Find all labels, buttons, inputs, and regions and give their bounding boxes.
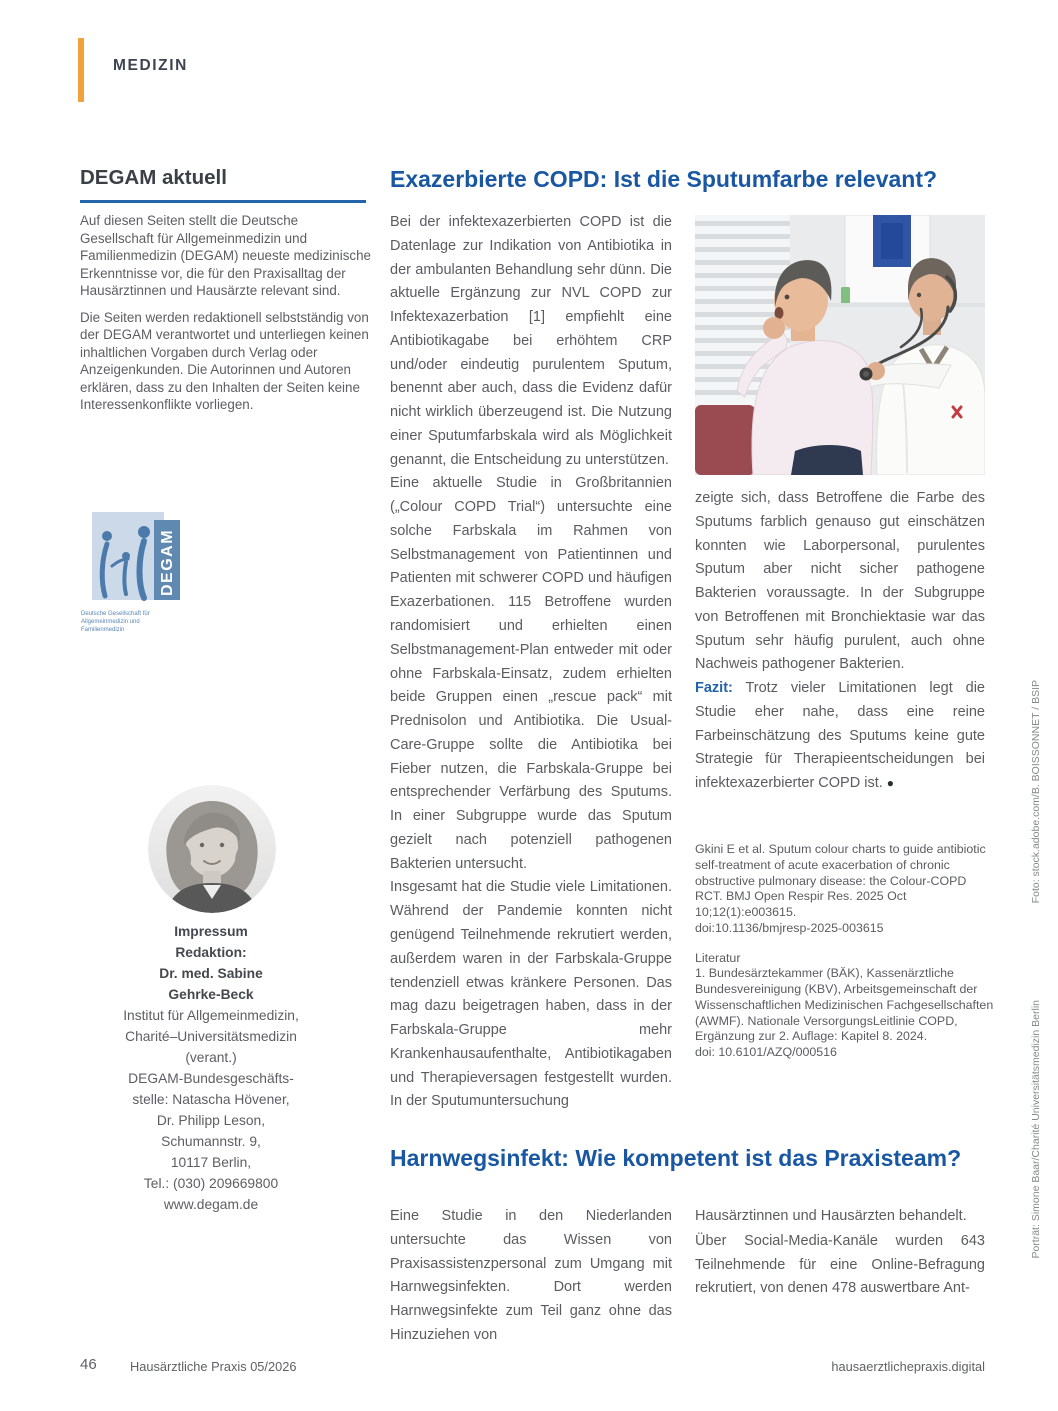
literatur-reference: 1. Bundesärztekammer (BÄK), Kassenärztliche Bundesvereinigung (KBV), Arbeitsgemeinschaft der Wissenschaftlichen Medizinischen Fachgesellschaften (AWMF). Nationale VersorgungsLeitlinie COPD, Ergänzung zur 2. Auflage: Kapitel 8. 2024. — [695, 966, 994, 1044]
literatur-doi: doi: 10.6101/AZQ/000516 — [695, 1045, 837, 1059]
degam-logo-caption: Deutsche Gesellschaft für Allgemeinmedizin und Familienmedizin — [81, 611, 150, 634]
section-label: MEDIZIN — [113, 57, 188, 74]
article1-paragraph: Insgesamt hat die Studie viele Limitationen. Während der Pandemie konnten nicht genügend Teilnehmende rekrutiert werden, außerdem waren in der Farbskala-Gruppe tendenziell etwas kränkere Personen. Das mag dazu beigetragen haben, dass in der Farbskala-Gruppe mehr Krankenhausaufenthalte, Antibiotikagaben und Therapieversagen festgestellt wurden. In der Sputumuntersuchung — [390, 879, 672, 1110]
impressum: Impressum Redaktion: Dr. med. Sabine Gehrke-Beck Institut für Allgemeinmedizin, Charité–Universitätsmedizin (verant.) DEGAM-Bundesgeschäfts- stelle: Natascha Hövener, Dr. Philipp Leson, Schumannstr. 9, 10117 Berlin, Tel.: (030) 209669800 www.degam.de — [60, 922, 362, 1216]
study-doi: doi:10.1136/bmjresp-2025-003615 — [695, 920, 884, 935]
study-citation: Gkini E et al. Sputum colour charts to guide antibiotic self-treatment of acute exacerbation of chronic obstructive pulmonary disease: the Colour-COPD RCT. BMJ Open Respir Res. 2025 Oct 10;12(1):e003615. — [695, 842, 986, 919]
impressum-phone: Tel.: (030) 209669800 — [143, 1175, 279, 1191]
author-portrait — [148, 785, 276, 913]
literatur-heading: Literatur — [695, 950, 741, 965]
article1-fazit — [695, 677, 985, 796]
photo-credit: Foto: stock.adobe.com/B. BOISSONNET / BSIP — [1030, 680, 1042, 904]
fazit-label: Fazit: — [695, 680, 733, 697]
doctor-patient-illustration — [695, 215, 985, 475]
article1-paragraph: Bei der infektexazerbierten COPD ist die Datenlage zur Indikation von Antibiotika in der ambulanten Behandlung sehr dünn. Die aktuelle Ergänzung zur NVL COPD zur Infektexazerbation [1] empfiehlt eine Antibiotikagabe bei erhöhtem CRP und/oder eindeutig purulentem Sputum, benennt aber auch, dass die Evidenz dafür nicht wirklich überzeugend ist. Die Nutzung einer Sputumfarbskala wird als Möglichkeit genannt, die Entscheidung zu unterstützen. — [390, 214, 672, 468]
sidebar-title: DEGAM aktuell — [80, 166, 227, 189]
article1-references — [695, 842, 995, 1061]
article1-photo-doctor-patient — [695, 215, 985, 475]
article2-paragraph: Eine Studie in den Niederlanden untersuchte das Wissen von Praxisassistenzpersonal zum Umgang mit Harnwegsinfekten. Dort werden Harnwegsinfekte zum Teil ganz ohne das Hinzuziehen von — [390, 1208, 672, 1343]
sidebar-intro-paragraph: Die Seiten werden redaktionell selbstständig von der DEGAM verantwortet und unterliegen keinen inhaltlichen Vorgaben durch Verlag oder Anzeigenkunden. Die Autorinnen und Autoren erklären, dass zu den Inhalten der Seiten keine Interessenkonflikte vorliegen. — [80, 309, 369, 413]
article2-paragraph: Über Social-Media-Kanäle wurden 643 Teilnehmende für eine Online-Befragung rekrutiert, von denen 478 auswertbare Ant- — [695, 1232, 985, 1297]
portrait-illustration — [148, 785, 276, 913]
article1-column2 — [695, 487, 985, 796]
article2-paragraph: Hausärztinnen und Hausärzten behandelt. — [695, 1208, 967, 1224]
degam-wordmark: DEGAM — [159, 528, 176, 596]
end-of-article-bullet: ● — [886, 776, 895, 791]
article2-column1 — [390, 1205, 672, 1348]
impressum-heading: Impressum — [174, 924, 248, 939]
article1-paragraph: Eine aktuelle Studie in Großbritannien („Colour COPD Trial“) untersuchte eine solche Farbskala im Rahmen von Selbstmanagement von Patientinnen und Patienten mit schwerer COPD und häufigen Exazerbationen. 115 Betroffene wurden randomisiert und erhielten einen Selbstmanagement-Plan entweder mit oder ohne Farbskala-Einsatz, zudem erhielten beide Gruppen einen „rescue pack“ mit Prednisolon und Antibiotika. Die Usual-Care-Gruppe sollte die Antibiotika bei Fieber nutzen, die Farbskala-Gruppe bei entsprechender Verfärbung des Sputums. In einer Subgruppe wurde das Sputum gezielt nach potenziell pathogenen Bakterien untersucht. — [390, 475, 672, 872]
journal-name-footer: Hausärztliche Praxis 05/2026 — [130, 1359, 297, 1374]
degam-logo — [81, 510, 191, 634]
sidebar-intro — [80, 212, 372, 423]
degam-website-link[interactable]: www.degam.de — [163, 1196, 259, 1212]
sidebar-title-rule — [80, 200, 366, 203]
sidebar-intro-paragraph: Auf diesen Seiten stellt die Deutsche Gesellschaft für Allgemeinmedizin und Familienmedizin (DEGAM) neueste medizinische Erkenntnisse vor, die für den Praxisalltag der Hausärztinnen und Hausärzte relevant sind. — [80, 213, 371, 299]
degam-logo-graphic — [81, 510, 191, 602]
fazit-text: Trotz vieler Limitationen legt die Studie eher nahe, dass eine reine Farbeinschätzung des Sputums keine gute Strategie für Therapieentscheidungen bei infektexazerbierter COPD ist. — [695, 680, 985, 792]
article2-column2 — [695, 1205, 985, 1302]
article1-column1 — [390, 211, 672, 1114]
article1-title: Exazerbierte COPD: Ist die Sputumfarbe relevant? — [390, 166, 938, 192]
page-number: 46 — [80, 1356, 97, 1373]
portrait-credit: Porträt: Simone Baar/Charité Universitätsmedizin Berlin — [1030, 1000, 1042, 1259]
journal-website-link[interactable]: hausaerztlichepraxis.digital — [831, 1359, 985, 1374]
section-accent-bar — [78, 38, 84, 102]
article1-paragraph: zeigte sich, dass Betroffene die Farbe des Sputums farblich genauso gut einschätzen konnten wie Laborpersonal, purulentes Sputum aber nicht sicher pathogene Bakterien voraussagte. In der Subgruppe von Betroffenen mit Bronchiektasie war das Sputum sehr häufig purulent, auch ohne Nachweis pathogener Bakterien. — [695, 490, 985, 673]
article2-title: Harnwegsinfekt: Wie kompetent ist das Praxisteam? — [390, 1145, 962, 1171]
